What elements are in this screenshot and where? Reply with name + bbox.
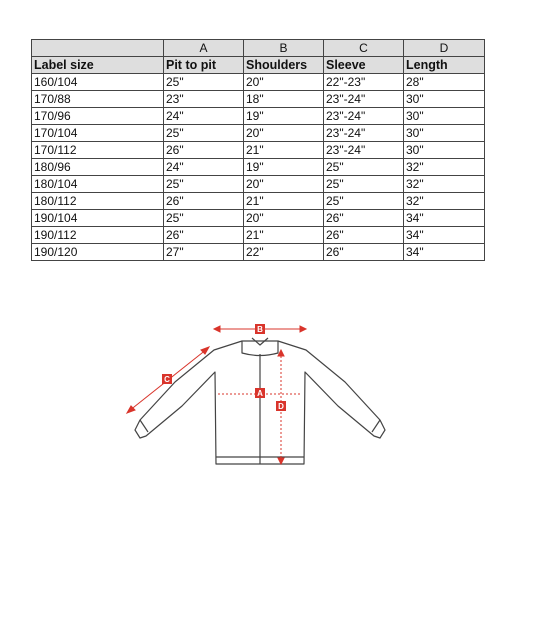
- table-cell: 25": [164, 176, 244, 193]
- right-cuff: [372, 420, 380, 432]
- table-cell: 26": [324, 244, 404, 261]
- table-cell: 30": [404, 91, 485, 108]
- header-sleeve: Sleeve: [324, 57, 404, 74]
- table-cell: 21": [244, 227, 324, 244]
- header-length: Length: [404, 57, 485, 74]
- size-rows: [32, 74, 485, 261]
- table-cell: 160/104: [32, 74, 164, 91]
- table-cell: 25": [164, 125, 244, 142]
- size-table: [31, 39, 485, 261]
- table-row: [32, 142, 485, 159]
- svg-text:D: D: [278, 402, 284, 411]
- table-cell: 21": [244, 193, 324, 210]
- table-cell: 20": [244, 74, 324, 91]
- table-cell: 22": [244, 244, 324, 261]
- table-cell: 30": [404, 108, 485, 125]
- table-row: [32, 159, 485, 176]
- table-row: [32, 176, 485, 193]
- svg-text:B: B: [257, 325, 263, 334]
- table-cell: 25": [324, 176, 404, 193]
- table-cell: 180/112: [32, 193, 164, 210]
- header-letter-c: C: [324, 40, 404, 57]
- left-cuff: [140, 420, 148, 432]
- table-cell: 23": [164, 91, 244, 108]
- marker-a: [255, 388, 265, 398]
- table-cell: 30": [404, 142, 485, 159]
- table-cell: 190/104: [32, 210, 164, 227]
- table-row: [32, 210, 485, 227]
- table-cell: 180/96: [32, 159, 164, 176]
- table-cell: 170/112: [32, 142, 164, 159]
- table-cell: 25": [164, 74, 244, 91]
- column-header-row: [32, 57, 485, 74]
- svg-text:A: A: [257, 389, 263, 398]
- table-cell: 20": [244, 210, 324, 227]
- table-cell: 34": [404, 210, 485, 227]
- table-cell: 23"-24": [324, 91, 404, 108]
- table-cell: 25": [324, 159, 404, 176]
- header-pit-to-pit: Pit to pit: [164, 57, 244, 74]
- table-row: [32, 193, 485, 210]
- table-cell: 32": [404, 176, 485, 193]
- table-cell: 19": [244, 159, 324, 176]
- table-cell: 24": [164, 159, 244, 176]
- table-cell: 23"-24": [324, 108, 404, 125]
- table-cell: 26": [324, 227, 404, 244]
- table-cell: 20": [244, 125, 324, 142]
- header-letter-a: A: [164, 40, 244, 57]
- table-cell: 25": [324, 193, 404, 210]
- table-cell: 26": [324, 210, 404, 227]
- table-cell: 34": [404, 227, 485, 244]
- table-cell: 27": [164, 244, 244, 261]
- table-row: [32, 108, 485, 125]
- table-cell: 34": [404, 244, 485, 261]
- table-cell: 26": [164, 227, 244, 244]
- jacket-measurement-diagram: [0, 300, 535, 480]
- marker-c: [162, 374, 172, 384]
- table-cell: 180/104: [32, 176, 164, 193]
- table-row: [32, 244, 485, 261]
- table-cell: 24": [164, 108, 244, 125]
- table-cell: 19": [244, 108, 324, 125]
- table-row: [32, 227, 485, 244]
- table-row: [32, 91, 485, 108]
- table-cell: 170/88: [32, 91, 164, 108]
- table-row: [32, 125, 485, 142]
- table-cell: 26": [164, 193, 244, 210]
- table-cell: 25": [164, 210, 244, 227]
- table-cell: 21": [244, 142, 324, 159]
- header-letter-d: D: [404, 40, 485, 57]
- table-cell: 23"-24": [324, 125, 404, 142]
- marker-b: [255, 324, 265, 334]
- table-cell: 170/104: [32, 125, 164, 142]
- table-row: [32, 74, 485, 91]
- table-cell: 20": [244, 176, 324, 193]
- table-cell: 26": [164, 142, 244, 159]
- table-cell: 23"-24": [324, 142, 404, 159]
- table-cell: 30": [404, 125, 485, 142]
- measurement-letter-row: [32, 40, 485, 57]
- header-letter-b: B: [244, 40, 324, 57]
- table-cell: 28": [404, 74, 485, 91]
- table-cell: 22"-23": [324, 74, 404, 91]
- table-cell: 32": [404, 159, 485, 176]
- table-cell: 190/112: [32, 227, 164, 244]
- table-cell: 18": [244, 91, 324, 108]
- table-cell: 190/120: [32, 244, 164, 261]
- header-blank-cell: [32, 40, 164, 57]
- header-label-size: Label size: [32, 57, 164, 74]
- header-shoulders: Shoulders: [244, 57, 324, 74]
- svg-text:C: C: [164, 375, 170, 384]
- marker-d: [276, 401, 286, 411]
- table-cell: 32": [404, 193, 485, 210]
- table-cell: 170/96: [32, 108, 164, 125]
